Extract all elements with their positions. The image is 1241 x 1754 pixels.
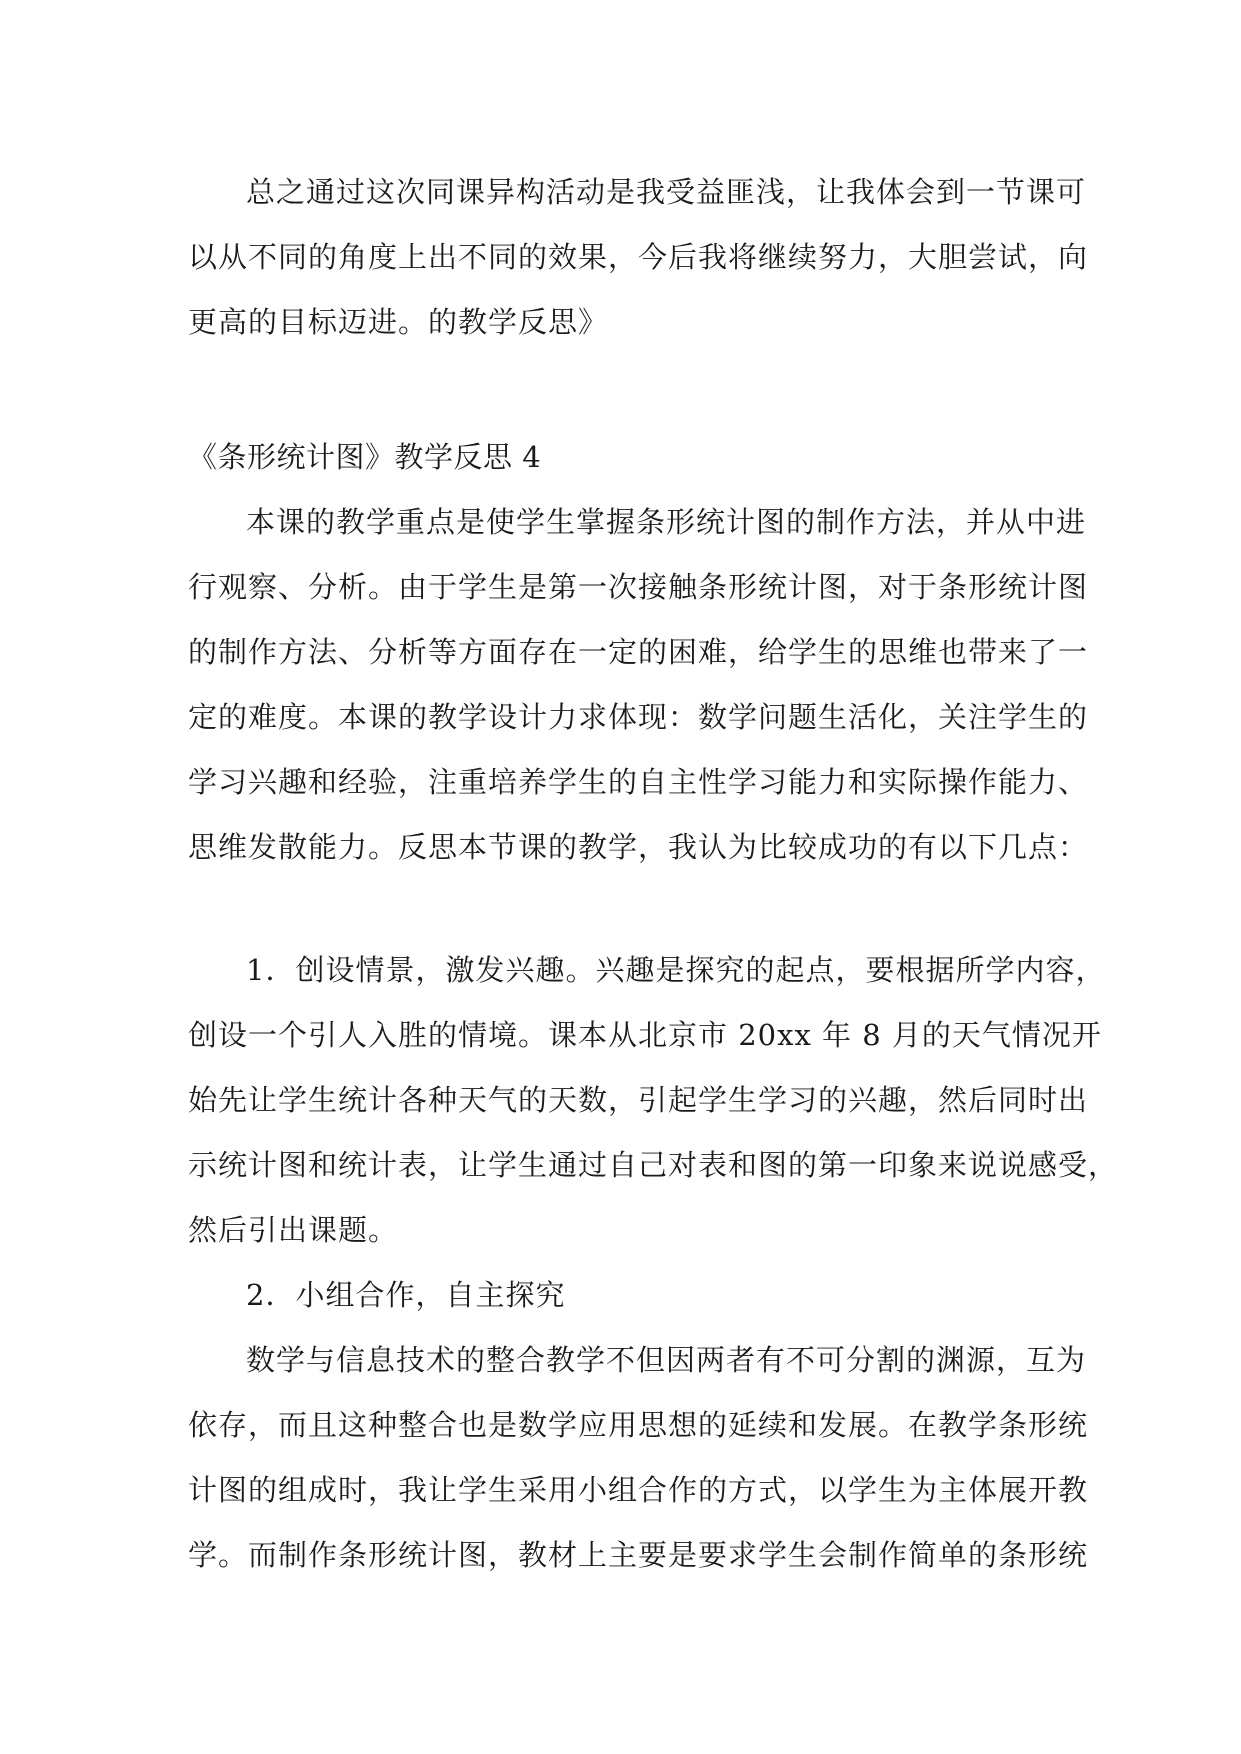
text-line: 总之通过这次同课异构活动是我受益匪浅，让我体会到一节课可 xyxy=(246,175,1087,209)
text-line: 的制作方法、分析等方面存在一定的困难，给学生的思维也带来了一 xyxy=(188,635,1089,669)
text-line: 数学与信息技术的整合教学不但因两者有不可分割的渊源，互为 xyxy=(246,1343,1087,1377)
text-line: 计图的组成时，我让学生采用小组合作的方式，以学生为主体展开教 xyxy=(188,1473,1089,1507)
text-line: 学习兴趣和经验，注重培养学生的自主性学习能力和实际操作能力、 xyxy=(188,765,1089,799)
text-line: 然后引出课题。 xyxy=(188,1213,399,1247)
paragraph-conclusion xyxy=(188,160,1089,355)
text-line: 示统计图和统计表，让学生通过自己对表和图的第一印象来说说感受， xyxy=(188,1148,1119,1182)
text-line: 定的难度。本课的教学设计力求体现：数学问题生活化，关注学生的 xyxy=(188,700,1089,734)
text-line: 以从不同的角度上出不同的效果，今后我将继续努力，大胆尝试，向 xyxy=(188,240,1089,274)
text-line: 更高的目标迈进。的教学反思》 xyxy=(188,305,609,339)
text-line: 1．创设情景，激发兴趣。兴趣是探究的起点，要根据所学内容， xyxy=(246,953,1106,987)
paragraph-intro xyxy=(188,490,1089,880)
text-line: 始先让学生统计各种天气的天数，引起学生学习的兴趣，然后同时出 xyxy=(188,1083,1089,1117)
text-line: 学。而制作条形统计图，教材上主要是要求学生会制作简单的条形统 xyxy=(188,1538,1089,1572)
text-line: 本课的教学重点是使学生掌握条形统计图的制作方法，并从中进 xyxy=(246,505,1087,539)
text-line: 行观察、分析。由于学生是第一次接触条形统计图，对于条形统计图 xyxy=(188,570,1089,604)
text-line: 依存，而且这种整合也是数学应用思想的延续和发展。在教学条形统 xyxy=(188,1408,1089,1442)
text-line: 思维发散能力。反思本节课的教学，我认为比较成功的有以下几点： xyxy=(188,830,1089,864)
point-2-title: 2．小组合作，自主探究 xyxy=(246,1278,566,1312)
spacer xyxy=(188,880,1058,938)
paragraph-point-1 xyxy=(188,938,1119,1263)
text-line: 创设一个引人入胜的情境。课本从北京市 20xx 年 8 月的天气情况开 xyxy=(188,1018,1102,1052)
paragraph-point-2 xyxy=(188,1328,1089,1588)
spacer xyxy=(188,355,1058,425)
document-body xyxy=(188,160,1119,1588)
section-title: 《条形统计图》教学反思 4 xyxy=(188,440,542,474)
